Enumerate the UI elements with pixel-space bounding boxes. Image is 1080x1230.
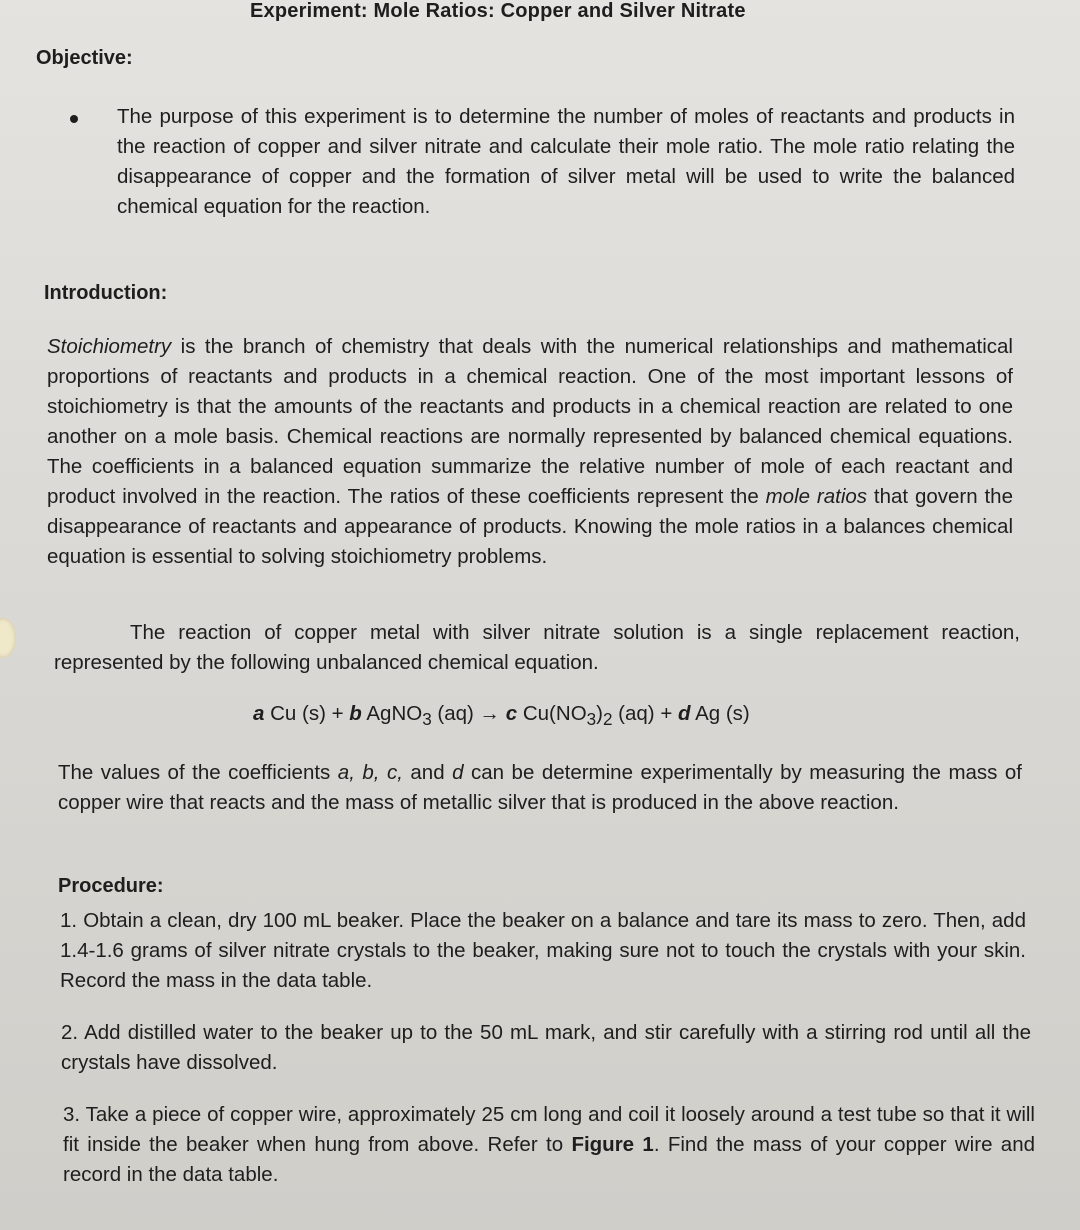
objective-list [70,102,1015,222]
intro-paragraph-2: The reaction of copper metal with silver nitrate solution is a single replacement reaction, represented by the following unbalanced chemical equation. [54,621,1020,674]
eq-text-5: ) [596,702,603,725]
stoichiometry-term: Stoichiometry [47,335,172,358]
objective-text: The purpose of this experiment is to determine the number of moles of reactants and products in the reaction of copper and silver nitrate and calculate their mole ratio. The mole ratio relating the disappearance of copper and the formation of silver metal will be used to write the balanced chemical equation for the reaction. [117,105,1015,218]
procedure-step-2: 2. Add distilled water to the beaker up to the 50 mL mark, and stir carefully with a stirring rod until all the crystals have dissolved. [61,1021,1031,1074]
coef-c: c [505,702,518,725]
eq-text-4: Cu(NO [517,702,587,725]
eq-sub-3: 2 [602,710,613,730]
procedure-heading: Procedure: [58,875,164,897]
intro-p3-d: d [452,761,464,784]
eq-sub-2: 3 [586,710,597,730]
coef-a: a [253,702,265,725]
procedure-step-1: 1. Obtain a clean, dry 100 mL beaker. Place the beaker on a balance and tare its mass to zero. Then, add 1.4-1.6 grams of silver nitrate crystals to the beaker, making sure not to touch the crystals with your skin. Record the mass in the data table. [60,909,1026,992]
eq-text-7: Ag (s) [690,702,750,725]
introduction-heading: Introduction: [44,282,168,304]
step3-part2: . Find the mass of your copper wire and record in the data table. [63,1133,1036,1186]
eq-text-6: (aq) + [612,702,678,725]
eq-text-3: (aq) → [431,702,506,725]
eq-text-2: AgNO [361,702,423,725]
step3-part1: 3. Take a piece of copper wire, approximately 25 cm long and coil it loosely around a test tube so that it will fit inside the beaker when hung from above. Refer to [63,1103,1035,1156]
page-title: Experiment: Mole Ratios: Copper and Silver Nitrate [250,0,746,22]
procedure-step-3 [63,1100,1035,1190]
intro-p3-vars: a, b, c, [337,761,403,784]
mole-ratios-term: mole ratios [765,485,868,508]
objective-heading: Objective: [36,47,133,69]
intro-p1-part1: is the branch of chemistry that deals with the numerical relationships and mathematical proportions of reactants and products in a chemical reaction. One of the most important lessons of stoichiometry is that the amounts of the reactants and products in a chemical reaction are related to one another on a mole basis. Chemical reactions are normally represented by balanced chemical equations. The coefficients in a balanced equation summarize the relative number of mole of each reactant and product involved in the reaction. The ratios of these coefficients represent the [47,335,1013,508]
bullet-dot-icon [70,115,78,123]
intro-p3-end: can be determine experimentally by measuring the mass of copper wire that reacts and the mass of metallic silver that is produced in the above reaction. [58,761,1023,814]
intro-paragraph-1 [47,332,1013,572]
intro-p1-part2: that govern the disappearance of reactants and appearance of products. Knowing the mole ratios in a balances chemical equation is essential to solving stoichiometry problems. [47,485,1013,568]
eq-text-1: Cu (s) + [264,702,350,725]
chemical-equation [253,702,750,730]
eq-sub-1: 3 [422,710,432,730]
coef-b: b [349,702,362,725]
intro-p3-start: The values of the coefficients [58,761,338,784]
figure-1-reference: Figure 1 [571,1133,654,1156]
intro-p3-and: and [402,761,453,784]
binder-hole [0,618,16,658]
objective-bullet [70,102,1015,222]
coef-d: d [677,702,691,725]
intro-paragraph-3 [58,758,1022,818]
